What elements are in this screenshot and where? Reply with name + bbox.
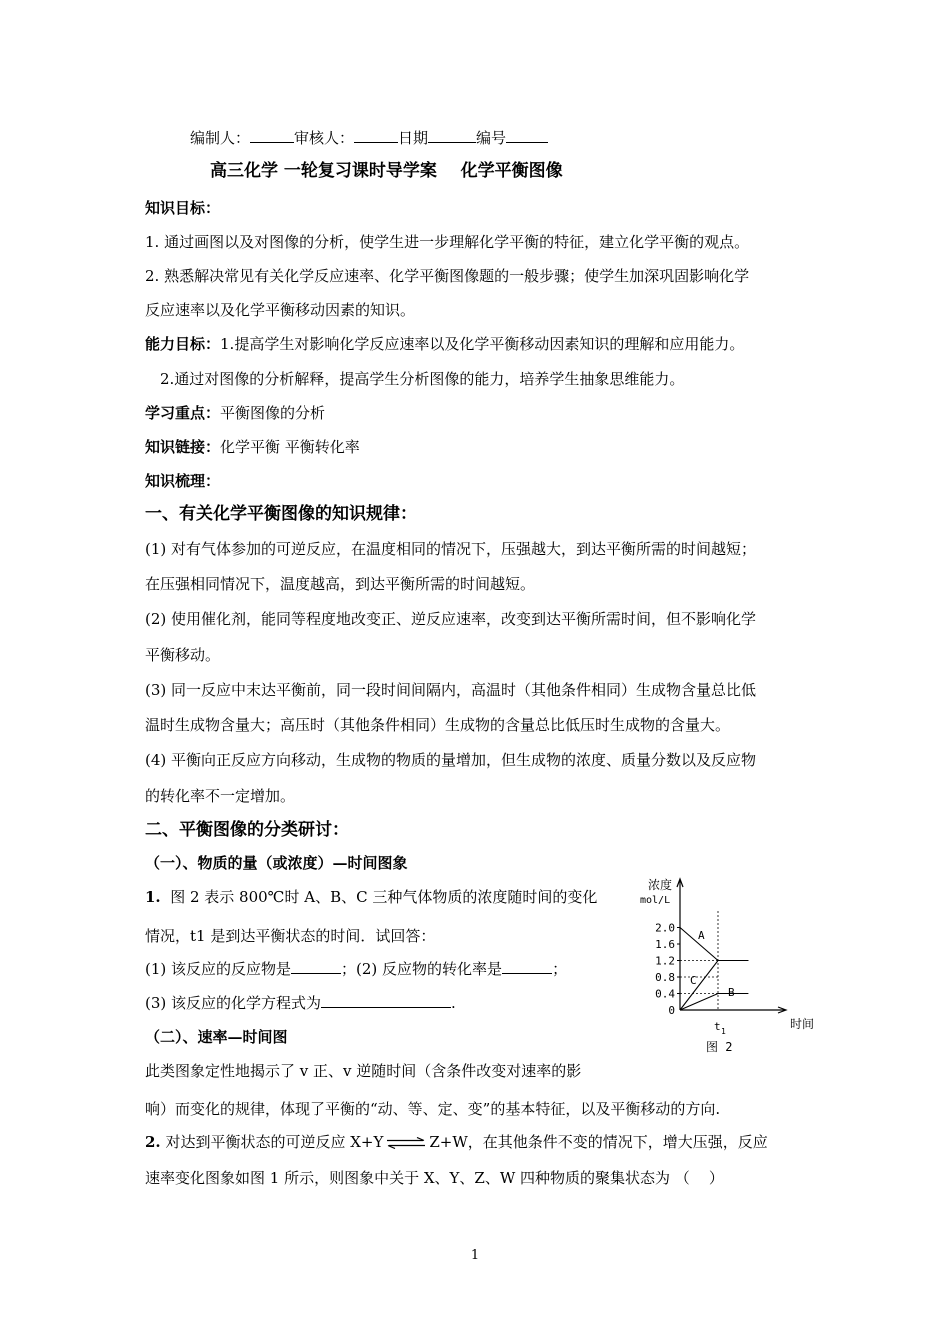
y-tick-label: 0.4 bbox=[655, 987, 675, 1001]
section1-p3b: 温时生成物含量大；高压时（其他条件相同）生成物的含量总比低压时生成物的含量大。 bbox=[145, 716, 731, 734]
question1-line2: 情况，t1 是到达平衡状态的时间．试回答： bbox=[145, 927, 436, 945]
editor-blank[interactable] bbox=[250, 128, 294, 143]
section2-heading: 二、平衡图像的分类研讨： bbox=[145, 820, 349, 840]
question2-text-a1: 对达到平衡状态的可逆反应 X+Y bbox=[160, 1133, 384, 1151]
ability-goal-item1: 1.提高学生对影响化学反应速率以及化学平衡移动因素知识的理解和应用能力。 bbox=[220, 335, 745, 353]
question1-part1: (1) 该反应的反应物是 bbox=[145, 960, 292, 978]
section1-p1b: 在压强相同情况下，温度越高，到达平衡所需的时间越短。 bbox=[145, 575, 536, 593]
date-blank[interactable] bbox=[428, 128, 476, 143]
concentration-time-chart bbox=[630, 873, 815, 1058]
section1-heading: 一、有关化学平衡图像的知识规律： bbox=[145, 504, 417, 524]
question1-text-a: 图 2 表示 800℃时 A、B、C 三种气体物质的浓度随时间的变化 bbox=[160, 888, 598, 906]
question1-part3: ； bbox=[552, 960, 568, 978]
series-label-A: A bbox=[698, 929, 705, 942]
y-tick-label: 0.8 bbox=[655, 971, 675, 984]
question2-text-a2: Z+W，在其他条件不变的情况下，增大压强，反应 bbox=[429, 1133, 768, 1151]
series-line-A bbox=[680, 928, 748, 961]
reactant-blank[interactable] bbox=[291, 959, 341, 974]
question1-line3 bbox=[145, 959, 567, 979]
x-tick-label: t bbox=[714, 1020, 721, 1033]
question2-number: 2. bbox=[145, 1133, 161, 1151]
section2-sub1: （一）、物质的量（或浓度）—时间图象 bbox=[145, 854, 408, 872]
page-number: 1 bbox=[470, 1248, 480, 1263]
section1-p3a: (3) 同一反应中末达平衡前，同一段时间间隔内，高温时（其他条件相同）生成物含量总比低 bbox=[145, 681, 757, 699]
figure-caption: 图 2 bbox=[706, 1040, 733, 1054]
series-label-C: C bbox=[690, 974, 697, 987]
link-text: 化学平衡 平衡转化率 bbox=[220, 438, 360, 456]
question1-part2: ；(2) 反应物的转化率是 bbox=[341, 960, 503, 978]
question2-line2: 速率变化图象如图 1 所示，则图象中关于 X、Y、Z、W 四种物质的聚集状态为 （ ） bbox=[145, 1169, 724, 1187]
question2-line1 bbox=[145, 1132, 768, 1152]
reviewer-label: 审核人： bbox=[294, 129, 355, 147]
header-line bbox=[190, 128, 548, 148]
section1-p2a: (2) 使用催化剂，能同等程度地改变正、逆反应速率，改变到达平衡所需时间，但不影响化学 bbox=[145, 610, 757, 628]
rate-desc-b: 响）而变化的规律，体现了平衡的“动、等、定、变”的基本特征，以及平衡移动的方向. bbox=[145, 1100, 721, 1118]
focus-text: 平衡图像的分析 bbox=[220, 404, 326, 422]
rate-desc-a: 此类图象定性地揭示了 v 正、v 逆随时间（含条件改变对速率的影 bbox=[145, 1062, 582, 1080]
number-blank[interactable] bbox=[506, 128, 548, 143]
y-axis-label: 浓度 bbox=[648, 878, 673, 892]
link-label: 知识链接： bbox=[145, 438, 221, 456]
section1-p4b: 的转化率不一定增加。 bbox=[145, 787, 296, 805]
summary-label: 知识梳理： bbox=[145, 472, 221, 490]
ability-goal-label: 能力目标： bbox=[145, 335, 221, 353]
series-label-B: B bbox=[728, 986, 735, 999]
question1-part4: (3) 该反应的化学方程式为 bbox=[145, 994, 322, 1012]
question1-number: 1. bbox=[145, 888, 161, 906]
section2-sub2: （二）、速率—时间图 bbox=[145, 1028, 288, 1046]
y-tick-label: 1.2 bbox=[655, 954, 675, 968]
knowledge-goal-item2a: 2. 熟悉解决常见有关化学反应速率、化学平衡图像题的一般步骤；使学生加深巩固影响化学 bbox=[145, 267, 750, 285]
number-label: 编号 bbox=[476, 129, 507, 147]
equilibrium-arrow-icon bbox=[385, 1137, 427, 1149]
editor-label: 编制人： bbox=[190, 129, 251, 147]
section1-p2b: 平衡移动。 bbox=[145, 646, 221, 664]
knowledge-goal-item1: 1. 通过画图以及对图像的分析，使学生进一步理解化学平衡的特征，建立化学平衡的观点。 bbox=[145, 233, 750, 251]
question1-part5: . bbox=[451, 994, 456, 1012]
y-tick-label: 1.6 bbox=[655, 938, 675, 951]
ability-goal-line1 bbox=[145, 334, 744, 354]
section1-p1a: (1) 对有气体参加的可逆反应，在温度相同的情况下，压强越大，到达平衡所需的时间越短； bbox=[145, 540, 757, 558]
date-label: 日期 bbox=[398, 129, 429, 147]
y-axis-unit: mol/L bbox=[640, 895, 671, 906]
focus-label: 学习重点： bbox=[145, 404, 221, 422]
x-axis-label: 时间 bbox=[790, 1017, 815, 1031]
section1-p4a: (4) 平衡向正反应方向移动，生成物的物质的量增加，但生成物的浓度、质量分数以及反应物 bbox=[145, 751, 757, 769]
knowledge-goal-label: 知识目标： bbox=[145, 199, 221, 217]
page-title: 高三化学 一轮复习课时导学案 化学平衡图像 bbox=[210, 161, 563, 181]
x-tick-subscript: 1 bbox=[721, 1027, 726, 1036]
y-tick-label: 0 bbox=[668, 1004, 675, 1017]
question1-line4 bbox=[145, 993, 456, 1013]
question1-line1 bbox=[145, 887, 597, 907]
link-line bbox=[145, 437, 360, 457]
knowledge-goal-item2b: 反应速率以及化学平衡移动因素的知识。 bbox=[145, 301, 416, 319]
reviewer-blank[interactable] bbox=[354, 128, 398, 143]
ability-goal-item2: 2.通过对图像的分析解释，提高学生分析图像的能力，培养学生抽象思维能力。 bbox=[160, 370, 685, 388]
conversion-blank[interactable] bbox=[502, 959, 552, 974]
equation-blank[interactable] bbox=[321, 993, 451, 1008]
y-tick-label: 2.0 bbox=[655, 921, 675, 935]
focus-line bbox=[145, 403, 325, 423]
